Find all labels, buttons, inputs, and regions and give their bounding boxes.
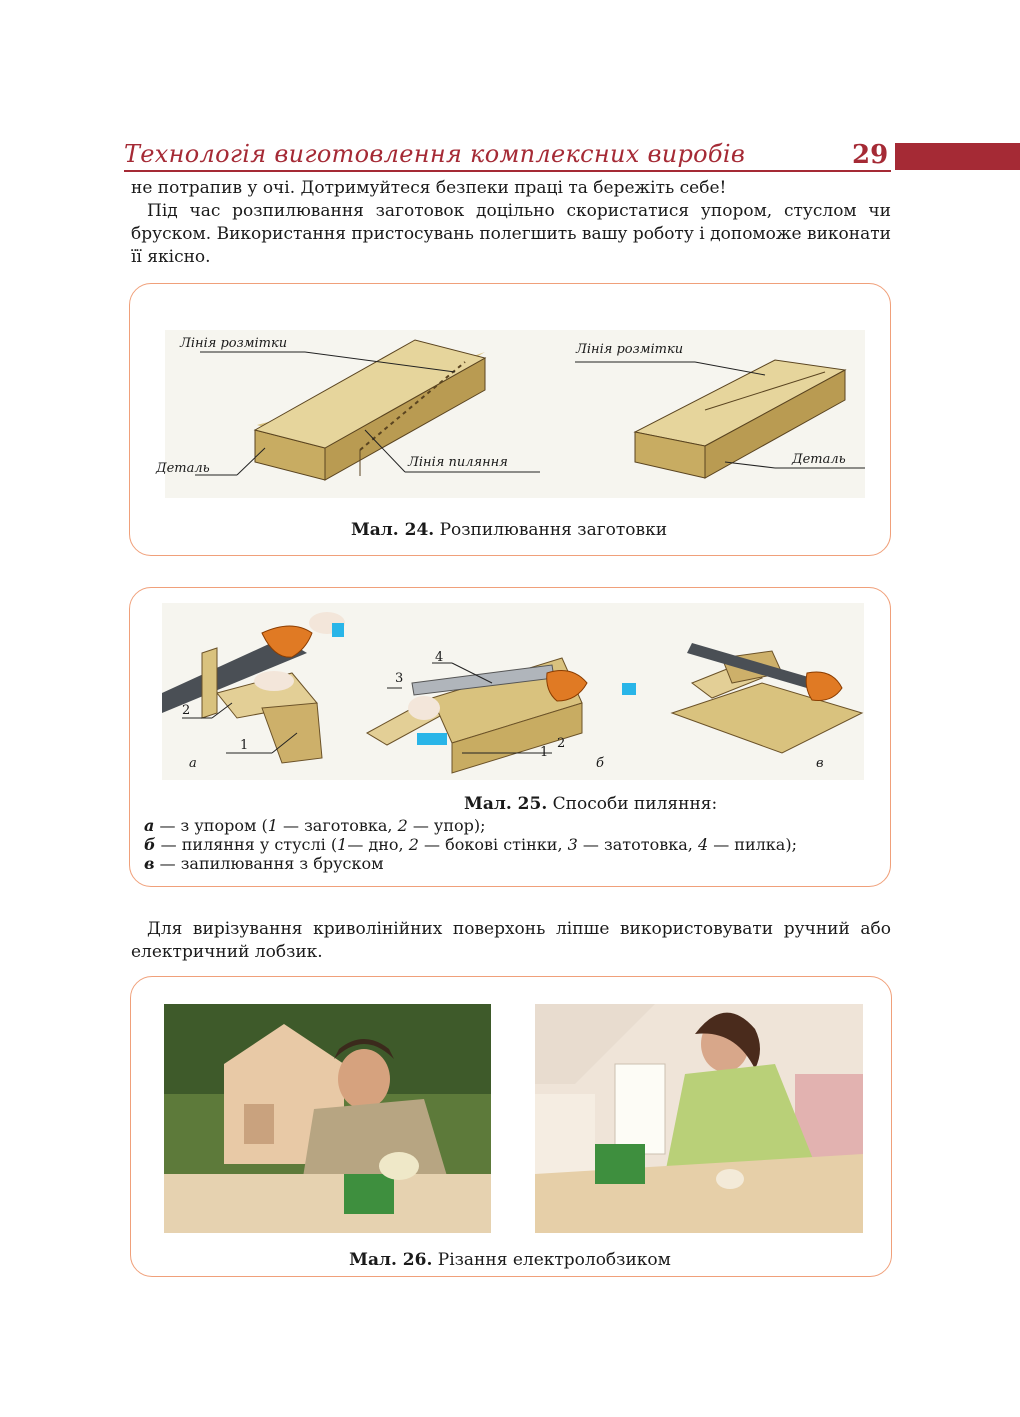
fig25-letter-v: в <box>816 756 824 771</box>
figure-25-illustration <box>162 603 864 780</box>
sawing-with-bar <box>672 643 862 753</box>
intro-paragraph <box>131 177 891 269</box>
label-part-right: Деталь <box>792 452 846 467</box>
fig25-number-4: 4 <box>435 650 444 665</box>
label-cut-line: Лінія пиляння <box>408 455 508 470</box>
fig25-letter-a: а <box>189 756 197 771</box>
label-marking-line-left: Лінія розмітки <box>180 336 288 351</box>
fig25-number-2: 2 <box>182 703 191 718</box>
page-number: 29 <box>852 140 889 170</box>
fig25-number-1b: 1 <box>540 745 549 760</box>
header-accent-tab <box>895 143 1020 170</box>
figure-26-caption: Мал. 26. Різання електролобзиком <box>349 1250 671 1270</box>
fig25-letter-b: б <box>596 756 604 771</box>
legend-line-v: в — запилювання з бруском <box>144 854 384 873</box>
photo-man-with-jigsaw <box>164 1004 491 1233</box>
fig25-number-1: 1 <box>240 738 249 753</box>
figure-24-illustration <box>165 330 865 498</box>
legend-line-b: б — пиляння у стуслі (1— дно, 2 — бокові стінки, 3 — затотовка, 4 — пилка); <box>144 835 797 854</box>
figure-24-caption: Мал. 24. Розпилювання заготовки <box>350 520 668 540</box>
wood-blanks-drawing <box>165 330 865 498</box>
photo-woman-with-jigsaw <box>535 1004 863 1233</box>
running-header-title: Технологія виготовлення комплексних виробів <box>124 140 746 168</box>
fig25-number-2b: 2 <box>557 736 566 751</box>
label-part-left: Деталь <box>156 461 210 476</box>
intro-paragraph-2: Під час розпилювання заготовок доцільно скористатися упором, стуслом чи бруском. Використання пристосувань полегшить вашу роботу і допоможе виконати її якісно. <box>131 201 891 267</box>
legend-line-a: а — з упором (1 — заготовка, 2 — упор); <box>144 816 486 835</box>
sawing-methods-drawing <box>162 603 864 780</box>
fig25-number-3: 3 <box>395 671 404 686</box>
sawing-with-stop <box>162 612 345 763</box>
header-rule <box>124 170 891 172</box>
figure-25-caption: Мал. 25. Способи пиляння: <box>464 794 718 814</box>
intro-line-1: не потрапив у очі. Дотримуйтеся безпеки праці та бережіть себе! <box>131 178 727 198</box>
label-marking-line-right: Лінія розмітки <box>576 342 684 357</box>
figure-25-legend <box>144 816 797 873</box>
jigsaw-paragraph: Для вирізування криволінійних поверхонь ліпше використовувати ручний або електричний лобзик. <box>131 919 891 962</box>
